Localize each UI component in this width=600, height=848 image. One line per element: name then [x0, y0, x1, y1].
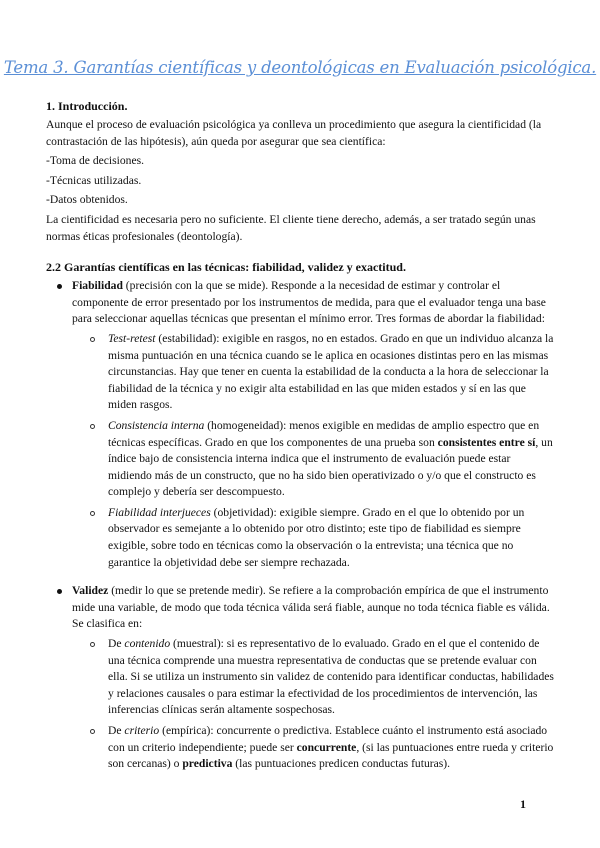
validez-text: (medir lo que se pretende medir). Se refiere a la comprobación empírica de que el instrumento mide una variable, de modo que toda técnica válida será fiable, aunque no toda técnica fiable es válida. Se clasifica en: [72, 584, 550, 631]
criterio-text-c: (las puntuaciones predicen conductas futuras). [232, 757, 451, 771]
list-item-test-retest [46, 331, 556, 414]
contenido-text: (muestral): si es representativo de lo evaluado. Grado en el que el contenido de una técnica comprende una muestra representativa de conductas que se pretende evaluar con ella. Si se utiliza un instrumento sin validez de contenido para identificar conductas, habilidades y relaciones causales o para estimar la efectividad de los procedimientos de intervención, las inferencias clínicas serán altamente sospechosas. [108, 637, 554, 717]
intro-paragraph-2: La cientificidad es necesaria pero no suficiente. El cliente tiene derecho, además, a ser tratado según unas normas éticas profesionales (deontología). [46, 212, 536, 243]
page-number: 1 [520, 797, 526, 811]
list-item-validez [46, 583, 556, 633]
criterio-text-a: (empírica): concurrente o predictiva. Establece cuánto el instrumento está asociado con un criterio independiente; puede ser [108, 724, 548, 754]
fiabilidad-term: Fiabilidad [72, 279, 123, 293]
list-item-fiabilidad [46, 278, 556, 328]
interjueces-text: (objetividad): exigible siempre. Grado en el que lo obtenido por un observador es semejante a lo obtenido por otro distinto; este tipo de fiabilidad es siempre exigible, sobre todo en técnicas como la observación o la entrevista; una técnica que no garantice la objetividad debe ser siempre rechazada. [108, 505, 525, 569]
consistencia-text-a: (homogeneidad): menos exigible en medidas de amplio espectro que en técnicas específicas. Grado en que los componentes de una prueba son [108, 418, 540, 449]
interjueces-term: Fiabilidad interjueces [108, 505, 211, 519]
list-item-criterio [46, 723, 556, 773]
criterio-pre: De [108, 724, 125, 737]
list-item-interjueces [46, 505, 556, 571]
criterio-term: criterio [124, 724, 160, 737]
consistencia-term: Consistencia interna [108, 418, 205, 432]
list-item-consistencia [46, 418, 556, 501]
intro-heading: 1. Introducción. [46, 99, 128, 113]
fiabilidad-text: (precisión con la que se mide). Responde a la necesidad de estimar y controlar el componente de error presentado por los instrumentos de medida, para que el evaluador tenga una base para seleccionar aquellas técnicas que presentan el mínimo error. Tres formas de abordar la fiabilidad: [72, 279, 546, 326]
circle-bullet-icon [90, 424, 95, 429]
test-retest-term: Test-retest [108, 331, 156, 345]
document-title: Tema 3. Garantías científicas y deontológicas en Evaluación psicológica. [3, 58, 597, 77]
bullet-icon [57, 589, 62, 594]
circle-bullet-icon [90, 729, 95, 734]
circle-bullet-icon [90, 337, 95, 342]
circle-bullet-icon [90, 642, 95, 647]
section2-heading: 2.2 Garantías científicas en las técnicas: fiabilidad, validez y exactitud. [46, 260, 406, 275]
contenido-term: contenido [124, 637, 171, 651]
criterio-bold-concurrente: concurrente [296, 740, 357, 754]
document-body [46, 98, 556, 777]
criterio-bold-predictiva: predictiva [182, 757, 233, 771]
intro-paragraph-1: Aunque el proceso de evaluación psicológica ya conlleva un procedimiento que asegura la cientificidad (la contrastación de las hipótesis), aún queda por asegurar que sea científica: [46, 118, 542, 148]
validez-term: Validez [72, 584, 109, 598]
criterio-text-b: , (si las puntuaciones entre rueda y criterio son cercanas) o [108, 740, 554, 771]
intro-item-3: -Datos obtenidos. [46, 193, 128, 207]
test-retest-text: (estabilidad): exigible en rasgos, no en estados. Grado en que un individuo alcanza la misma puntuación en una técnica cuando se le aplica en ocasiones distintas pero en las mismas circunstancias. Hay que tener en cuenta la estabilidad de la conducta a la hora de seleccionar la fiabilidad de la técnica y no exigir alta estabilidad en las que miden estados y sí en las que miden rasgos. [108, 331, 554, 412]
intro-item-1: -Toma de decisiones. [46, 154, 145, 168]
contenido-pre: De [108, 637, 125, 651]
intro-item-2: -Técnicas utilizadas. [46, 173, 142, 187]
circle-bullet-icon [90, 511, 95, 516]
consistencia-text-b: , un índice bajo de consistencia interna indica que el instrumento de evaluación puede estar midiendo más de un constructo, que no ha sido bien operativizado o y/o que el constructo es complejo y debería ser descompuesto. [108, 435, 553, 499]
list-item-contenido [46, 636, 556, 719]
consistencia-bold: consistentes entre sí [437, 435, 536, 449]
bullet-icon [57, 284, 62, 289]
